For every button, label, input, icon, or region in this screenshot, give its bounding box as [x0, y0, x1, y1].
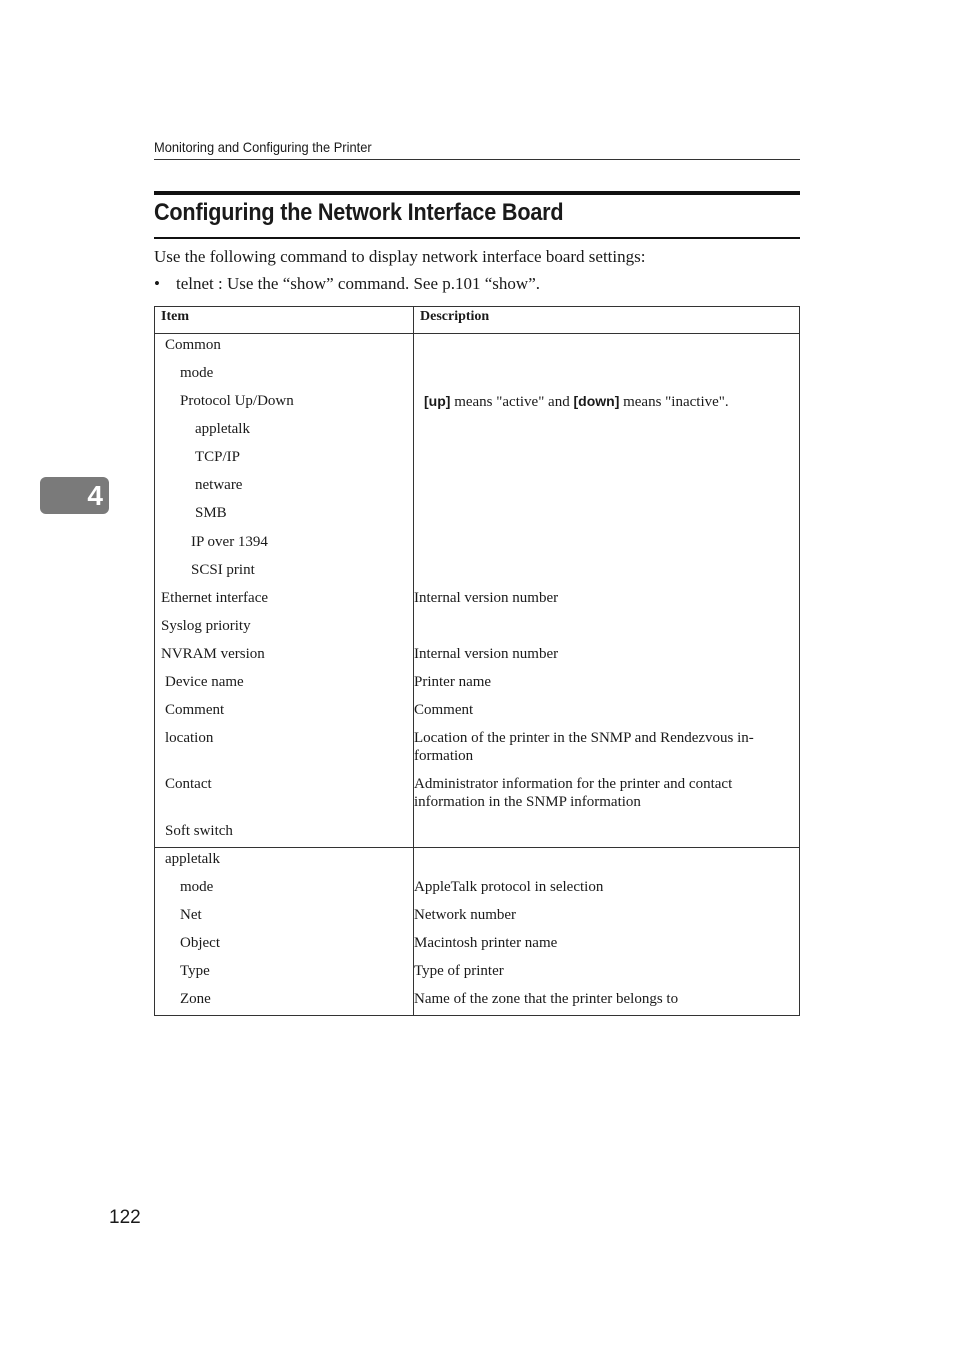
item-cell: Net: [180, 906, 202, 923]
item-cell: Object: [180, 934, 220, 951]
table-row: [155, 643, 800, 671]
protocol-description: [424, 390, 799, 411]
table-row: [155, 615, 800, 643]
description-cell: [414, 531, 799, 533]
table-row: [155, 820, 800, 848]
bullet-marker: •: [154, 274, 160, 293]
table-row: [155, 848, 800, 876]
description-cell: Administrator information for the printer and contact information in the SNMP information: [414, 775, 733, 810]
item-cell: IP over 1394: [191, 533, 268, 550]
item-cell: SMB: [195, 504, 227, 521]
description-cell: [414, 820, 799, 822]
description-cell: Comment: [414, 701, 474, 718]
chapter-number: 4: [87, 480, 103, 511]
table-row: [155, 876, 800, 904]
table-row: [155, 932, 800, 960]
item-cell: Protocol Up/Down: [180, 392, 294, 409]
table-row: [155, 334, 800, 362]
table-row: [155, 531, 800, 559]
protocol-desc-text-end: means "inactive".: [619, 393, 729, 410]
item-cell: Syslog priority: [161, 617, 251, 634]
table-row: [155, 727, 800, 773]
item-cell: Ethernet interface: [161, 589, 269, 606]
description-cell: [414, 362, 799, 364]
up-keyword: [up]: [424, 392, 451, 409]
item-cell: SCSI print: [191, 561, 255, 578]
table-row: [155, 390, 800, 418]
item-cell: Contact: [165, 775, 212, 792]
description-cell: [414, 446, 799, 448]
item-cell: appletalk: [165, 851, 220, 867]
table-row: [155, 559, 800, 587]
settings-table: [154, 306, 800, 1016]
description-cell: [414, 418, 799, 420]
table-row: [155, 446, 800, 474]
bullet-text: telnet : Use the “show” command. See p.101 “show”.: [176, 274, 540, 293]
item-cell: mode: [180, 878, 214, 895]
description-cell: AppleTalk protocol in selection: [414, 878, 604, 895]
page-title: Configuring the Network Interface Board: [154, 199, 564, 226]
chapter-tab: [40, 477, 109, 514]
description-cell: Location of the printer in the SNMP and Rendezvous in-formation: [414, 729, 754, 764]
item-cell: appletalk: [195, 420, 250, 437]
table-row: [155, 474, 800, 502]
description-cell: Macintosh printer name: [414, 934, 558, 951]
table-row: [155, 587, 800, 615]
table-row: [155, 773, 800, 820]
description-cell: [414, 848, 799, 850]
description-cell: [414, 559, 799, 561]
intro-paragraph: Use the following command to display network interface board settings:: [154, 247, 646, 266]
item-cell: Type: [180, 962, 210, 979]
description-cell: [414, 615, 799, 617]
table-row: [155, 904, 800, 932]
item-cell: Zone: [180, 990, 211, 1007]
running-header: Monitoring and Configuring the Printer: [154, 139, 372, 155]
item-cell: Common: [165, 337, 221, 353]
description-cell: Network number: [414, 906, 517, 923]
table-row: [155, 699, 800, 727]
item-cell: NVRAM version: [161, 645, 265, 662]
table-row: [155, 988, 800, 1016]
description-cell: [414, 334, 799, 336]
header-item: Item: [155, 307, 414, 334]
description-cell: Internal version number: [414, 645, 559, 662]
down-keyword: [down]: [573, 392, 620, 409]
protocol-desc-text: means "active" and: [450, 393, 574, 410]
table-row: [155, 960, 800, 988]
table-row: [155, 418, 800, 446]
title-rule-top: [154, 191, 800, 195]
table-row: [155, 362, 800, 390]
description-cell: Name of the zone that the printer belongs to: [414, 990, 679, 1007]
description-cell: [414, 502, 799, 504]
item-cell: TCP/IP: [195, 448, 241, 465]
table-header-row: [155, 307, 800, 334]
header-rule: [154, 159, 800, 160]
title-rule-bottom: [154, 237, 800, 239]
description-cell: Internal version number: [414, 589, 559, 606]
item-cell: netware: [195, 476, 243, 493]
description-cell: [414, 474, 799, 476]
item-cell: location: [165, 729, 214, 746]
header-description: Description: [414, 307, 800, 334]
item-cell: Device name: [165, 673, 244, 690]
item-cell: Comment: [165, 701, 225, 718]
description-cell: Printer name: [414, 673, 492, 690]
description-cell: Type of printer: [414, 962, 504, 979]
page-number: 122: [109, 1207, 141, 1228]
table-row: [155, 502, 800, 531]
bullet-item: [154, 273, 814, 295]
item-cell: Soft switch: [165, 822, 233, 839]
table-row: [155, 671, 800, 699]
item-cell: mode: [180, 364, 214, 381]
